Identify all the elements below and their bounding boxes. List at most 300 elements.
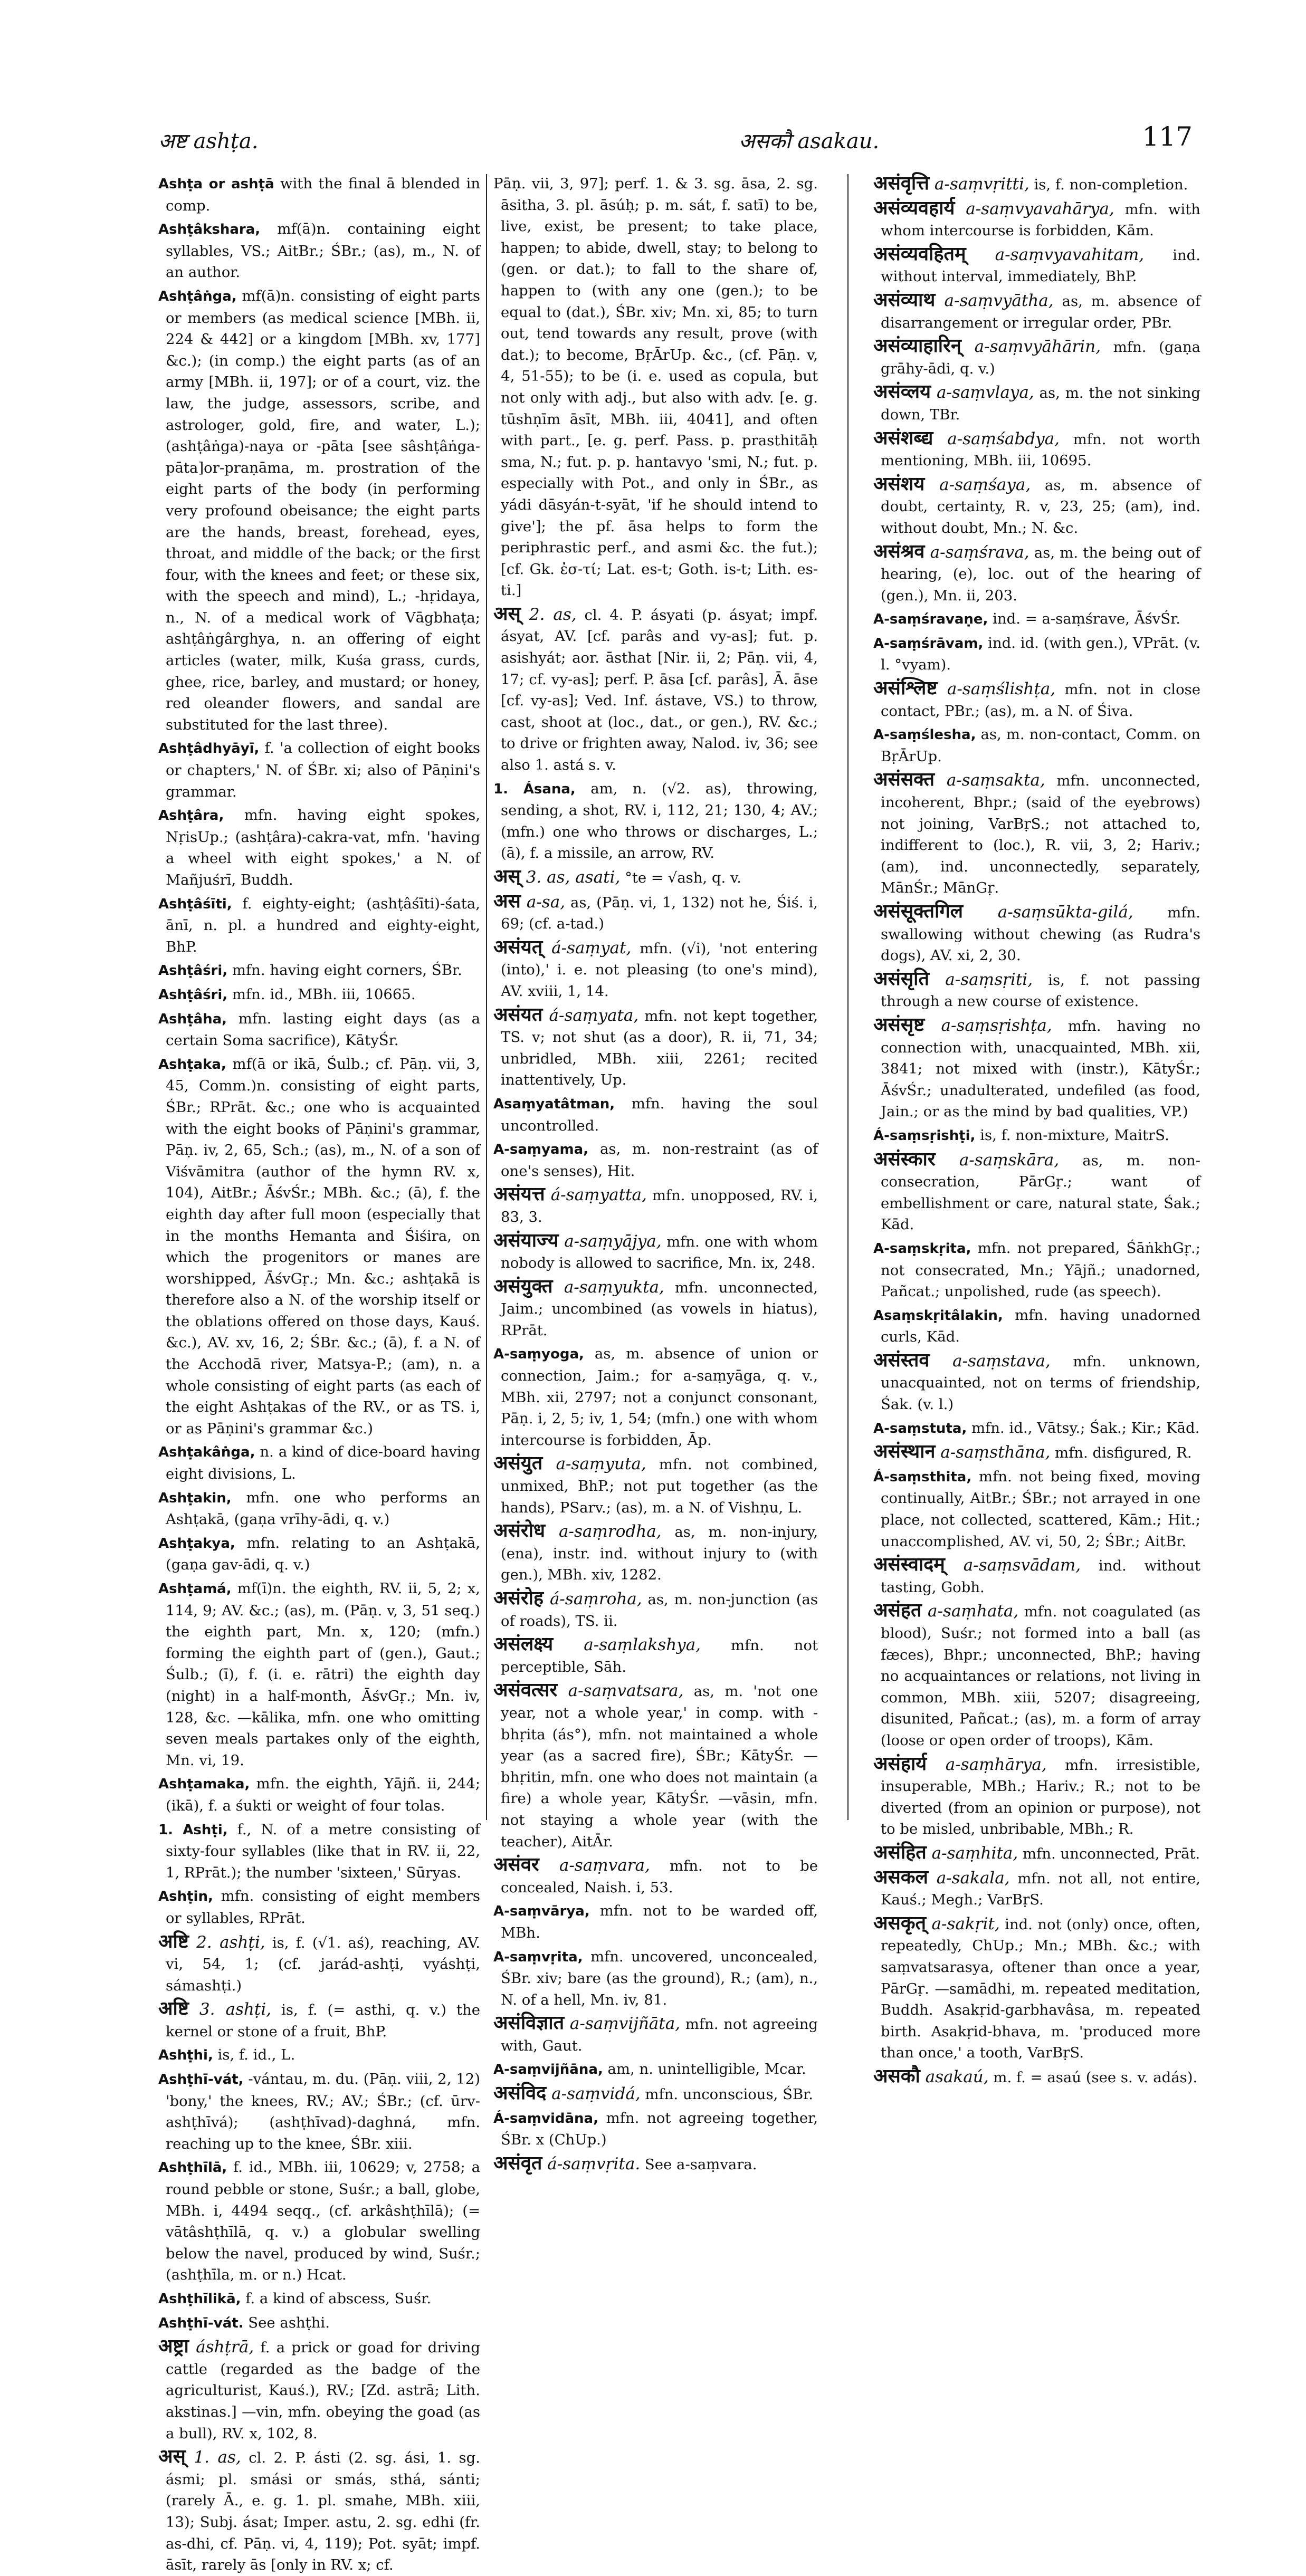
dictionary-entry	[493, 2153, 818, 2176]
headword: असंवत्सर	[493, 1679, 558, 1701]
definition: is, f. non-mixture, MaitrS.	[975, 1126, 1169, 1144]
definition: mfn. not agreeing with, Gaut.	[501, 2016, 818, 2054]
definition: ind. without tasting, Gobh.	[881, 1557, 1200, 1596]
dictionary-entry	[873, 336, 1200, 379]
headword: असंरोध	[493, 1520, 546, 1542]
transliteration: a-saṃsthāna,	[935, 1443, 1051, 1462]
headword: असंस्वादम्	[873, 1554, 945, 1576]
headword: असंव्लय	[873, 381, 931, 403]
definition: f., N. of a metre consisting of sixty-four syllables (like that in RV. ii, 22, 1, RPrāt.); the number 'sixteen,' Sūryas.	[166, 1821, 480, 1881]
column-2	[493, 173, 818, 2174]
definition: f. a prick or goad for driving cattle (regarded as the badge of the agriculturist, Kauś.), RV.; [Zd. astrā; Lith. akstinas.] —vin, mfn. obeying the goad (as a bull), RV. x, 102, 8.	[166, 2339, 480, 2442]
transliteration: asakaú,	[920, 2067, 989, 2086]
dictionary-entry	[493, 1634, 818, 1678]
headword: A-saṃyama,	[493, 1142, 589, 1158]
definition: as, m. non-contact, Comm. on BṛĀrUp.	[881, 726, 1200, 765]
definition: mfn. one with whom nobody is allowed to sacrifice, Mn. ix, 248.	[501, 1233, 818, 1272]
headword: असकृत्	[873, 1912, 927, 1934]
transliteration: a-saṃsṛiti,	[929, 970, 1033, 989]
headword: Ashṭâṅga,	[158, 288, 237, 304]
headword: 1. Ashṭi,	[158, 1822, 228, 1838]
transliteration: a-saṃhārya,	[927, 1755, 1047, 1774]
transliteration: a-saṃślishṭa,	[937, 679, 1056, 699]
dictionary-entry	[493, 2108, 818, 2151]
transliteration: á-saṃyata,	[542, 1005, 639, 1025]
dictionary-entry	[158, 1487, 480, 1530]
headword: Á-saṃsṛishṭi,	[873, 1127, 976, 1144]
headword: A-saṃślesha,	[873, 727, 976, 743]
transliteration: a-saṃskāra,	[935, 1150, 1060, 1170]
dictionary-entry	[158, 738, 480, 802]
dictionary-entry	[873, 769, 1200, 899]
definition: mfn. having eight spokes, NṛisUp.; (ashṭâra)-cakra-vat, mfn. 'having a wheel with eight spokes,' a N. of Mañjuśrī, Buddh.	[166, 807, 480, 888]
definition: f. eighty-eight; (ashṭâśīti)-śata, ānī, n. pl. a hundred and eighty-eight, BhP.	[166, 895, 480, 955]
definition: mfn. unconnected, incoherent, Bhpr.; (said of the eyebrows) not joining, VarBṛS.; not attached to, indifferent to (loc.), R. vii, 3, 2; Hariv.; (am), ind. unconnectedly, separately, MānŚr.; MānGṛ.	[881, 772, 1201, 897]
transliteration: a-saṃsūkta-gilá,	[963, 903, 1133, 922]
transliteration: a-saṃvyavahārya,	[955, 199, 1114, 218]
headword: Ashṭa or ashṭā	[158, 176, 274, 192]
dictionary-entry	[158, 2288, 480, 2310]
headword: 1. Ásana,	[493, 781, 576, 797]
headword: Á-saṃvidāna,	[493, 2110, 598, 2127]
dictionary-entry	[493, 1520, 818, 1586]
dictionary-entry	[493, 1680, 818, 1852]
headword: Ashṭakya,	[158, 1535, 235, 1552]
dictionary-entry	[873, 1238, 1200, 1303]
definition: mfn. the eighth, Yājñ. ii, 244; (ikā), f. a śukti or weight of four tolas.	[166, 1775, 480, 1814]
dictionary-entry	[873, 541, 1200, 607]
dictionary-entry	[158, 1533, 480, 1576]
definition: mfn. relating to an Ashṭakā, (gaṇa gav-ādi, q. v.)	[166, 1534, 480, 1574]
definition: ind. = a-saṃśrave, ĀśvŚr.	[988, 610, 1180, 628]
dictionary-entry	[873, 1350, 1200, 1415]
definition: mfn. not combined, unmixed, BhP.; not put together (as the hands), PSarv.; (as), m. a N. of Vishṇu, L.	[501, 1456, 818, 1516]
definition: as, m. non-restraint (as of one's senses), Hit.	[501, 1141, 818, 1180]
dictionary-entry	[158, 1998, 480, 2042]
dictionary-entry	[493, 1093, 818, 1136]
headword: A-saṃskṛita,	[873, 1240, 971, 1257]
dictionary-entry	[158, 2312, 480, 2334]
headword: असंसृति	[873, 968, 930, 990]
right-running-head: असकौ asakau.	[739, 129, 880, 154]
definition: as, m. absence of doubt, certainty, R. v, 23, 25; (am), ind. without doubt, Mn.; N. &c.	[881, 476, 1200, 537]
transliteration: á-saṃyat,	[542, 938, 632, 957]
definition: mfn. (gaṇa grāhy-ādi, q. v.)	[881, 339, 1200, 377]
dictionary-entry	[158, 1773, 480, 1816]
dictionary-entry	[493, 2013, 818, 2056]
headword: अष्टि	[158, 1930, 189, 1952]
headword: असंशय	[873, 473, 925, 495]
headword: असंवृत्ति	[873, 173, 930, 194]
definition: mf(ā or ikā, Śulb.; cf. Pāṇ. vii, 3, 45, Comm.)n. consisting of eight parts, ŚBr.; RPrāt. &c.; one who is acquainted with the eight books of Pāṇini's grammar, Pāṇ. iv, 2, 65, Sch.; (as), m., N. of a son of Viśvāmitra (author of the hymn RV. x, 104), AitBr.; ĀśvŚr.; MBh. &c.; (ā), f. the eighth day after full moon (especially that in the months Hemanta and Śiśira, on which the progenitors or manes are worshipped, ĀśvGṛ.; Mn. &c.; ashṭakā is therefore also a N. of the worship itself or the oblations offered on those days, Kauś. &c.), AV. xv, 16, 2; ŚBr. &c.; (ā), f. a N. of the Acchodā river, Matsya-P.; (am), n. a whole consisting of eight parts (as each of the eight Ashṭakas of the RV., or as TS. i, or as Pāṇini's grammar &c.)	[166, 1055, 480, 1437]
dictionary-entry	[158, 218, 480, 283]
definition: mfn. not perceptible, Sāh.	[501, 1637, 818, 1675]
definition: mfn. (√i), 'not entering (into),' i. e. not pleasing (to one's mind), AV. xviii, 1, 14.	[501, 940, 818, 1000]
transliteration: a-saṃvṛitti,	[929, 175, 1029, 194]
dictionary-entry	[873, 678, 1200, 722]
dictionary-entry	[493, 866, 818, 889]
definition: is, f. not passing through a new course of existence.	[881, 971, 1200, 1010]
dictionary-entry	[158, 805, 480, 890]
definition: m. f. = asaú (see s. v. adás).	[988, 2069, 1198, 2086]
dictionary-entry	[158, 2044, 480, 2066]
dictionary-entry	[158, 2336, 480, 2444]
dictionary-entry	[158, 960, 480, 982]
dictionary-entry	[873, 969, 1200, 1012]
dictionary-entry	[873, 1867, 1200, 1911]
transliteration: a-saṃśaya,	[924, 475, 1031, 494]
column-1	[158, 173, 481, 2574]
dictionary-entry	[873, 633, 1200, 676]
headword: असंस्थान	[873, 1441, 936, 1463]
definition: is, f. id., L.	[213, 2046, 295, 2064]
headword: अस्	[493, 602, 521, 625]
dictionary-entry	[873, 1554, 1200, 1598]
dictionary-entry	[493, 2058, 818, 2081]
dictionary-entry	[873, 474, 1200, 539]
definition: mf(ā)n. containing eight syllables, VS.; AitBr.; ŚBr.; (as), m., N. of an author.	[166, 221, 480, 281]
definition: mfn. lasting eight days (as a certain Soma sacrifice), KātyŚr.	[166, 1010, 480, 1049]
transliteration: á-saṃyatta,	[545, 1185, 647, 1205]
headword: Ashṭakâṅga,	[158, 1444, 255, 1461]
column-3	[873, 173, 1201, 2087]
definition: mfn. having eight corners, ŚBr.	[227, 962, 462, 979]
headword: A-saṃśrāvam,	[873, 635, 984, 652]
definition: mfn. having no connection with, unacquainted, MBh. xii, 3841; not mixed with (instr.), KātyŚr.; ĀśvŚr.; unadulterated, undefiled (as food, Jain.; or as the mind by bad qualities, VP.)	[881, 1017, 1201, 1121]
definition: mfn. not agreeing together, ŚBr. x (ChUp.)	[501, 2109, 818, 2149]
dictionary-entry	[158, 2069, 480, 2154]
headword: Ashṭakin,	[158, 1490, 232, 1506]
definition: mfn. not being fixed, moving continually, AitBr.; ŚBr.; not arrayed in one place, not collected, scattered, Kām.; Hit.; unaccomplished, AV. vi, 50, 2; ŚBr.; AitBr.	[881, 1468, 1200, 1550]
headword: असंरोह	[493, 1587, 544, 1609]
headword: A-saṃvijñāna,	[493, 2062, 603, 2078]
headword: असंहार्य	[873, 1753, 927, 1775]
headword: असंस्तव	[873, 1349, 930, 1371]
dictionary-entry	[158, 2446, 480, 2576]
dictionary-entry	[873, 2066, 1200, 2089]
dictionary-entry	[158, 1578, 480, 1771]
dictionary-entry	[873, 1441, 1200, 1464]
dictionary-entry	[873, 1842, 1200, 1865]
headword: असंयुत	[493, 1452, 543, 1474]
transliteration: a-saṃyukta,	[552, 1277, 664, 1297]
headword: Asaṃyatâtman,	[493, 1096, 615, 1112]
headword: Ashṭaka,	[158, 1056, 226, 1072]
definition: n. a kind of dice-board having eight divisions, L.	[166, 1443, 480, 1483]
definition: am, n. unintelligible, Mcar.	[603, 2061, 806, 2078]
transliteration: a-saṃstava,	[929, 1351, 1051, 1371]
dictionary-entry	[158, 1441, 480, 1485]
headword: A-saṃśravaṇe,	[873, 611, 988, 628]
dictionary-entry	[493, 1900, 818, 1943]
transliteration: a-saṃrodha,	[545, 1522, 662, 1541]
dictionary-entry	[158, 2157, 480, 2286]
dictionary-entry	[158, 1931, 480, 1997]
headword: असंविद	[493, 2082, 547, 2104]
transliteration: a-saṃhata,	[921, 1602, 1019, 1621]
headword: असंवर	[493, 1854, 539, 1876]
definition: am, n. (√2. as), throwing, sending, a shot, RV. i, 112, 21; 130, 4; AV.; (mfn.) one who throws or discharges, L.; (ā), f. a missile, an arrow, RV.	[501, 780, 818, 862]
transliteration: 3. ashṭi,	[188, 2000, 272, 2019]
dictionary-entry	[873, 381, 1200, 425]
definition: mfn. one who performs an Ashṭakā, (gaṇa vrīhy-ādi, q. v.)	[166, 1489, 480, 1528]
definition: ind. not (only) once, often, repeatedly, ChUp.; Mn.; MBh. &c.; with saṃvatsarasya, oftener than once a year, PārGṛ. —samādhi, m. repeated meditation, Buddh. Asakṛid-garbhavâsa, m. repeated birth. Asakṛid-bhava, m. 'produced more than once,' a tooth, VarBṛS.	[881, 1916, 1200, 2062]
transliteration: á-saṃroha,	[544, 1589, 642, 1608]
dictionary-entry	[493, 937, 818, 1002]
transliteration: a-saṃvyātha,	[935, 291, 1054, 310]
headword: Asaṃskṛitâlakin,	[873, 1307, 1003, 1324]
definition: as, m. absence of disarrangement or irregular order, PBr.	[881, 292, 1201, 331]
dictionary-entry	[873, 244, 1200, 288]
headword: असंशब्द्य	[873, 427, 933, 449]
definition: See a-saṃvara.	[640, 2156, 757, 2173]
transliteration: a-saṃvatsara,	[557, 1681, 684, 1701]
headword: Ashṭâśri,	[158, 987, 228, 1003]
dictionary-entry	[493, 604, 818, 776]
transliteration: 1. as,	[185, 2448, 241, 2467]
headword: असंहत	[873, 1600, 922, 1622]
headword: असंयुक्त	[493, 1275, 553, 1297]
definition: f. id., MBh. iii, 10629; v, 2758; a round pebble or stone, Suśr.; a ball, globe, MBh. i, 4494 seqq., (cf. arkâshṭhīlā); (= vātâshṭhīlā, q. v.) a globular swelling below the navel, produced by wind, Suśr.; (ashṭhīla, m. or n.) Hcat.	[166, 2159, 480, 2284]
headword: असंव्याथ	[873, 289, 936, 311]
transliteration: a-sakala,	[928, 1868, 1010, 1888]
headword: असंयत्	[493, 936, 543, 958]
transliteration: a-saṃśabdya,	[933, 429, 1060, 448]
headword: अस	[493, 890, 521, 912]
transliteration: áshṭrā,	[188, 2338, 254, 2357]
definition: mfn. unknown, unacquainted, not on terms of friendship, Śak. (v. l.)	[881, 1353, 1200, 1413]
headword: असंव्याहारिन्	[873, 335, 961, 357]
headword: Á-saṃsthita,	[873, 1469, 972, 1485]
headword: असंविज्ञात	[493, 2012, 565, 2034]
headword: Ashṭâśīti,	[158, 896, 232, 912]
dictionary-entry	[493, 1854, 818, 1898]
definition: mfn. not worth mentioning, MBh. iii, 10695.	[881, 430, 1200, 470]
dictionary-entry	[873, 1913, 1200, 2064]
dictionary-entry	[158, 173, 480, 216]
headword: Ashṭâkshara,	[158, 222, 261, 238]
dictionary-entry	[493, 173, 818, 601]
dictionary-entry	[158, 285, 480, 735]
transliteration: a-saṃyuta,	[542, 1454, 646, 1474]
dictionary-entry	[873, 198, 1200, 242]
definition: f. a kind of abscess, Suśr.	[241, 2290, 432, 2307]
dictionary-entry	[873, 1125, 1200, 1147]
headword: असंयत्त	[493, 1183, 545, 1205]
definition: mfn. consisting of eight members or syllables, RPrāt.	[166, 1888, 480, 1927]
headword: Ashṭin,	[158, 1889, 213, 1905]
headword: असंसूक्तगिल	[873, 901, 963, 922]
headword: Ashṭhī-vát.	[158, 2315, 244, 2331]
dictionary-entry	[873, 173, 1200, 196]
dictionary-entry	[873, 901, 1200, 966]
definition: mfn. id., Vātsy.; Śak.; Kir.; Kād.	[967, 1419, 1200, 1437]
definition: as, m. non-junction (as of roads), TS. ii.	[501, 1591, 818, 1630]
definition: Pāṇ. vii, 3, 97]; perf. 1. & 3. sg. āsa, 2. sg. āsitha, 3. pl. āsúḥ; p. m. sát, f. satī) to be, live, exist, be present; to take place, happen; to abide, dwell, stay; to belong to (gen. or dat.); to fall to the share of, happen to (with any one (gen.); to be equal to (dat.), ŚBr. xiv; Mn. xi, 85; to turn out, tend towards any result, prove (with dat.); to become, BṛĀrUp. &c., (cf. Pāṇ. v, 4, 51-55); to be (i. e. used as copula, but not only with adj., but also with adv. [e. g. tūshṇīm āsīt, MBh. iii, 4041], and often with part., [e. g. perf. Pass. p. prasthitāḥ sma, N.; fut. p. p. hantavyo 'smi, N.; fut. p. especially with Pot., and only in ŚBr., as yádi dāsyán-t-syāt, 'if he should intend to give']; the pf. āsa helps to form the periphrastic perf., and asmi &c. the fut.); [cf. Gk. ἐσ-τί; Lat. es-t; Goth. is-t; Lith. es-ti.]	[493, 175, 818, 599]
column-rule	[847, 174, 849, 1820]
definition: ind. id. (with gen.), VPrāt. (v. l. °vyam).	[881, 634, 1200, 674]
dictionary-entry	[873, 724, 1200, 767]
definition: -vántau, m. du. (Pāṇ. viii, 2, 12) 'bony,' the knees, RV.; AV.; ŚBr.; (cf. ūrv-ashṭhīvá); (ashṭhīvad)-daghná, mfn. reaching up to the knee, ŚBr. xiii.	[166, 2071, 480, 2152]
dictionary-entry	[873, 1754, 1200, 1840]
definition: as, m. 'not one year, not a whole year,' in comp. with -bhṛita (ás°), mfn. not maintained a whole year (as a sacred fire), ŚBr.; KātyŚr. —bhṛitin, mfn. one who does not maintain (a fire) a whole year, KātyŚr. —vāsin, mfn. not staying a whole year (with the teacher), AitĀr.	[501, 1683, 818, 1850]
headword: अस्	[493, 866, 521, 887]
headword: Ashṭâha,	[158, 1011, 227, 1027]
definition: mfn. with whom intercourse is forbidden, Kām.	[881, 200, 1200, 240]
definition: as, m. non-consecration, PārGṛ.; want of embellishment or care, natural state, Śak.; Kād.	[881, 1152, 1200, 1233]
dictionary-entry	[873, 1466, 1200, 1552]
transliteration: a-saṃsvādam,	[945, 1556, 1081, 1575]
dictionary-entry	[158, 893, 480, 958]
dictionary-entry	[493, 1588, 818, 1632]
transliteration: a-saṃhita,	[926, 1843, 1018, 1863]
definition: as, m. absence of union or connection, Jaim.; for a-saṃyāga, q. v., MBh. xii, 2797; not a conjunct consonant, Pāṇ. i, 2, 5; iv, 1, 54; (mfn.) one with whom intercourse is forbidden, Āp.	[501, 1345, 818, 1449]
headword: असंयत	[493, 1003, 543, 1026]
definition: mfn. unconscious, ŚBr.	[640, 2086, 814, 2103]
headword: असंश्रव	[873, 540, 925, 562]
headword: असकौ	[873, 2065, 920, 2087]
dictionary-entry	[493, 1276, 818, 1342]
dictionary-entry	[873, 1418, 1200, 1440]
dictionary-entry	[493, 1453, 818, 1518]
transliteration: 2. ashṭi,	[188, 1932, 265, 1952]
dictionary-entry	[873, 1149, 1200, 1236]
transliteration: a-saṃvyavahitam,	[966, 245, 1145, 264]
transliteration: a-saṃsṛishṭa,	[924, 1016, 1052, 1035]
transliteration: á-saṃvṛita.	[542, 2154, 641, 2173]
dictionary-entry	[873, 428, 1200, 472]
dictionary-entry	[158, 1819, 480, 1884]
definition: mf(ī)n. the eighth, RV. ii, 5, 2; x, 114, 9; AV. &c.; (as), m. (Pāṇ. v, 3, 51 seq.) the eighth part, Mn. x, 120; (mfn.) forming the eighth part of (gen.), Gaut.; Śulb.; (ī), f. (i. e. rātri) the eighth day (night) in a half-month, ĀśvGṛ.; Mn. iv, 128, &c. —kālika, mfn. one who omitting seven meals partakes only of the eighth, Mn. vi, 19.	[166, 1580, 480, 1769]
page-number: 117	[1142, 121, 1193, 152]
headword: Ashṭâdhyāyī,	[158, 741, 260, 757]
dictionary-entry	[493, 778, 818, 864]
transliteration: a-saṃyājya,	[558, 1231, 662, 1251]
transliteration: a-saṃsakta,	[935, 771, 1045, 790]
dictionary-entry	[873, 1014, 1200, 1123]
definition: mfn. irresistible, insuperable, MBh.; Hariv.; R.; not to be diverted (from an opinion or purpose), not to be misled, unbribable, MBh.; R.	[881, 1756, 1200, 1838]
definition: is, f. non-completion.	[1029, 176, 1188, 193]
definition: mfn. unconnected, Jaim.; uncombined (as vowels in hiatus), RPrāt.	[501, 1279, 818, 1339]
definition: mfn. unconnected, Prāt.	[1018, 1845, 1200, 1862]
dictionary-entry	[873, 1600, 1200, 1751]
headword: असंवृत	[493, 2152, 542, 2174]
dictionary-entry	[873, 290, 1200, 333]
headword: Ashṭhi,	[158, 2047, 213, 2064]
definition: cl. 4. P. ásyati (p. ásyat; impf. ásyat, AV. [cf. parâs and vy-as]; fut. p. asishyát; aor. āsthat [Nir. ii, 2; Pāṇ. vii, 4, 17; cf. vy-as]; perf. P. āsa [cf. parâs], Ā. āse [cf. vy-as]; Ved. Inf. ástave, VS.) to throw, cast, shoot at (loc., dat., or gen.), RV. &c.; to drive or frighten away, Nalod. iv, 36; see also 1. astá s. v.	[501, 606, 818, 774]
headword: असंलक्ष्य	[493, 1633, 554, 1655]
headword: A-saṃvārya,	[493, 1903, 590, 1920]
headword: Ashṭamaka,	[158, 1776, 250, 1793]
definition: mf(ā)n. consisting of eight parts or members (as medical science [MBh. ii, 224 & 442] or a kingdom [MBh. xv, 177] &c.); (in comp.) the eight parts (as of an army [MBh. ii, 197]; or of a court, viz. the law, the judge, assessors, scribe, and astrologer, gold, fire, and water, L.); (ashṭâṅga)-naya or -pāta [see sâshṭâṅga-pāta]or-praṇāma, m. prostration of the eight parts of the body (in performing very profound obeisance; the eight parts are the hands, breast, forehead, eyes, throat, and middle of the back; or the first four, with the knees and feet; or these six, with the speech and mind), L.; -hṛidaya, n., N. of a medical work of Vāgbhaṭa; ashṭâṅgârghya, n. an offering of eight articles (water, milk, Kuśa grass, curds, ghee, rice, barley, and mustard; or honey, red oleander flowers, and sandal are substituted for the last three).	[166, 287, 480, 733]
headword: असंसृष्ट	[873, 1013, 925, 1036]
transliteration: a-sa,	[520, 892, 566, 912]
transliteration: a-saṃvlaya,	[930, 383, 1034, 403]
headword: A-saṃvṛita,	[493, 1949, 583, 1965]
transliteration: a-saṃśrava,	[924, 542, 1029, 562]
definition: mfn. not in close contact, PBr.; (as), m. a N. of Śiva.	[881, 681, 1201, 720]
definition: mfn. not prepared, ŚāṅkhGṛ.; not consecrated, Mn.; Yājñ.; unadorned, Pañcat.; unpolished, rude (as speech).	[881, 1239, 1200, 1300]
dictionary-entry	[158, 1885, 480, 1929]
dictionary-entry	[493, 2083, 818, 2105]
transliteration: a-sakṛit,	[926, 1914, 1000, 1933]
transliteration: a-saṃvara,	[539, 1856, 650, 1875]
headword: अष्ट्रा	[158, 2335, 189, 2358]
definition: as, m. non-injury, (ena), instr. ind. without injury to (with gen.), MBh. xiv, 1282.	[501, 1524, 818, 1584]
transliteration: a-saṃlakshya,	[553, 1635, 701, 1655]
dictionary-entry	[158, 1054, 480, 1440]
headword: अस्	[158, 2446, 186, 2468]
dictionary-entry	[493, 1138, 818, 1182]
definition: mfn. unopposed, RV. i, 83, 3.	[501, 1187, 818, 1225]
headword: A-saṃstuta,	[873, 1420, 967, 1437]
headword: असंश्लिष्ट	[873, 677, 938, 700]
headword: अष्टि	[158, 1998, 189, 2020]
dictionary-entry	[158, 984, 480, 1006]
definition: mfn. not to be warded off, MBh.	[501, 1902, 818, 1941]
dictionary-entry	[873, 608, 1200, 630]
definition: f. 'a collection of eight books or chapters,' N. of ŚBr. xi; also of Pāṇini's grammar.	[166, 740, 480, 800]
dictionary-entry	[493, 1004, 818, 1091]
headword: Ashṭâra,	[158, 808, 224, 824]
headword: असकल	[873, 1866, 928, 1888]
definition: cl. 2. P. ásti (2. sg. ási, 1. sg. ásmi; pl. smási or smás, sthá, sánti; (rarely Ā., e. g. 1. pl. smahe, MBh. xiii, 13); Subj. ásat; Imper. astu, 2. sg. edhi (fr. as-dhi, cf. Pāṇ. vi, 4, 119); Pot. syāt; impf. āsīt, rarely ās [only in RV. x; cf.	[166, 2449, 481, 2574]
headword: Ashṭhīlikā,	[158, 2291, 241, 2307]
definition: ind. without interval, immediately, BhP.	[881, 246, 1200, 285]
left-running-head: अष्ट ashṭa.	[158, 129, 259, 154]
headword: असंव्यवहार्य	[873, 197, 955, 219]
transliteration: a-saṃvidá,	[546, 2084, 641, 2104]
headword: Ashṭhīlā,	[158, 2160, 227, 2176]
definition: as, (Pāṇ. vi, 1, 132) not he, Śiś. i, 69; (cf. a-tad.)	[501, 894, 818, 933]
headword: A-saṃyoga,	[493, 1346, 584, 1363]
definition: mfn. having unadorned curls, Kād.	[881, 1306, 1200, 1346]
definition: mfn. swallowing without chewing (as Rudra's dogs), AV. xi, 2, 30.	[881, 904, 1200, 964]
page-header	[158, 121, 1193, 164]
definition: mfn. not kept together, TS. v; not shut (as a door), R. ii, 71, 34; unbridled, MBh. xiii, 2261; recited inattentively, Up.	[501, 1007, 818, 1089]
column-rule	[486, 174, 487, 1820]
definition: mfn. uncovered, unconcealed, ŚBr. xiv; bare (as the ground), R.; (am), n., N. of a hell, Mn. iv, 81.	[501, 1948, 818, 2008]
transliteration: a-saṃvyāhārin,	[961, 337, 1101, 357]
definition: is, f. (√1. aś), reaching, AV. vi, 54, 1; (cf. jarád-ashṭi, vyáshṭi, sámashṭi.)	[166, 1934, 480, 1994]
definition: with the final ā blended in comp.	[166, 175, 481, 214]
definition: as, m. the being out of hearing, (e), loc. out of the hearing of (gen.), Mn. ii, 203.	[881, 544, 1200, 604]
headword: Ashṭamá,	[158, 1581, 232, 1597]
transliteration: 3. as, asati,	[520, 868, 621, 887]
definition: °te = √ash, q. v.	[620, 869, 741, 886]
dictionary-entry	[873, 1305, 1200, 1348]
headword: असंयाज्य	[493, 1229, 559, 1251]
definition: mfn. not to be concealed, Naish. i, 53.	[501, 1857, 818, 1896]
dictionary-entry	[493, 1184, 818, 1228]
definition: See ashṭhi.	[243, 2314, 330, 2331]
definition: mfn. having the soul uncontrolled.	[501, 1095, 818, 1134]
headword: असंव्यवहितम्	[873, 243, 966, 265]
definition: is, f. (= asthi, q. v.) the kernel or stone of a fruit, BhP.	[166, 2002, 480, 2040]
dictionary-entry	[493, 891, 818, 935]
definition: mfn. not all, not entire, Kauś.; Megh.; VarBṛS.	[881, 1870, 1200, 1909]
dictionary-entry	[493, 1946, 818, 2011]
definition: as, m. the not sinking down, TBr.	[881, 385, 1200, 423]
definition: mfn. disfigured, R.	[1050, 1444, 1192, 1462]
headword: असंसक्त	[873, 769, 935, 791]
headword: असंस्कार	[873, 1148, 936, 1170]
definition: mfn. id., MBh. iii, 10665.	[227, 985, 416, 1003]
dictionary-entry	[158, 1008, 480, 1051]
definition: mfn. not coagulated (as blood), Suśr.; not formed into a ball (as fæces), Bhpr.; unconnected, BhP.; having no acquaintances or relations, not living in common, MBh. xiii, 5207; disagreeing, disunited, Pañcat.; (as), m. a form of array (loose or open order of troops), Kām.	[881, 1603, 1200, 1749]
headword: Ashṭhī-vát,	[158, 2072, 244, 2088]
transliteration: 2. as,	[520, 605, 577, 624]
